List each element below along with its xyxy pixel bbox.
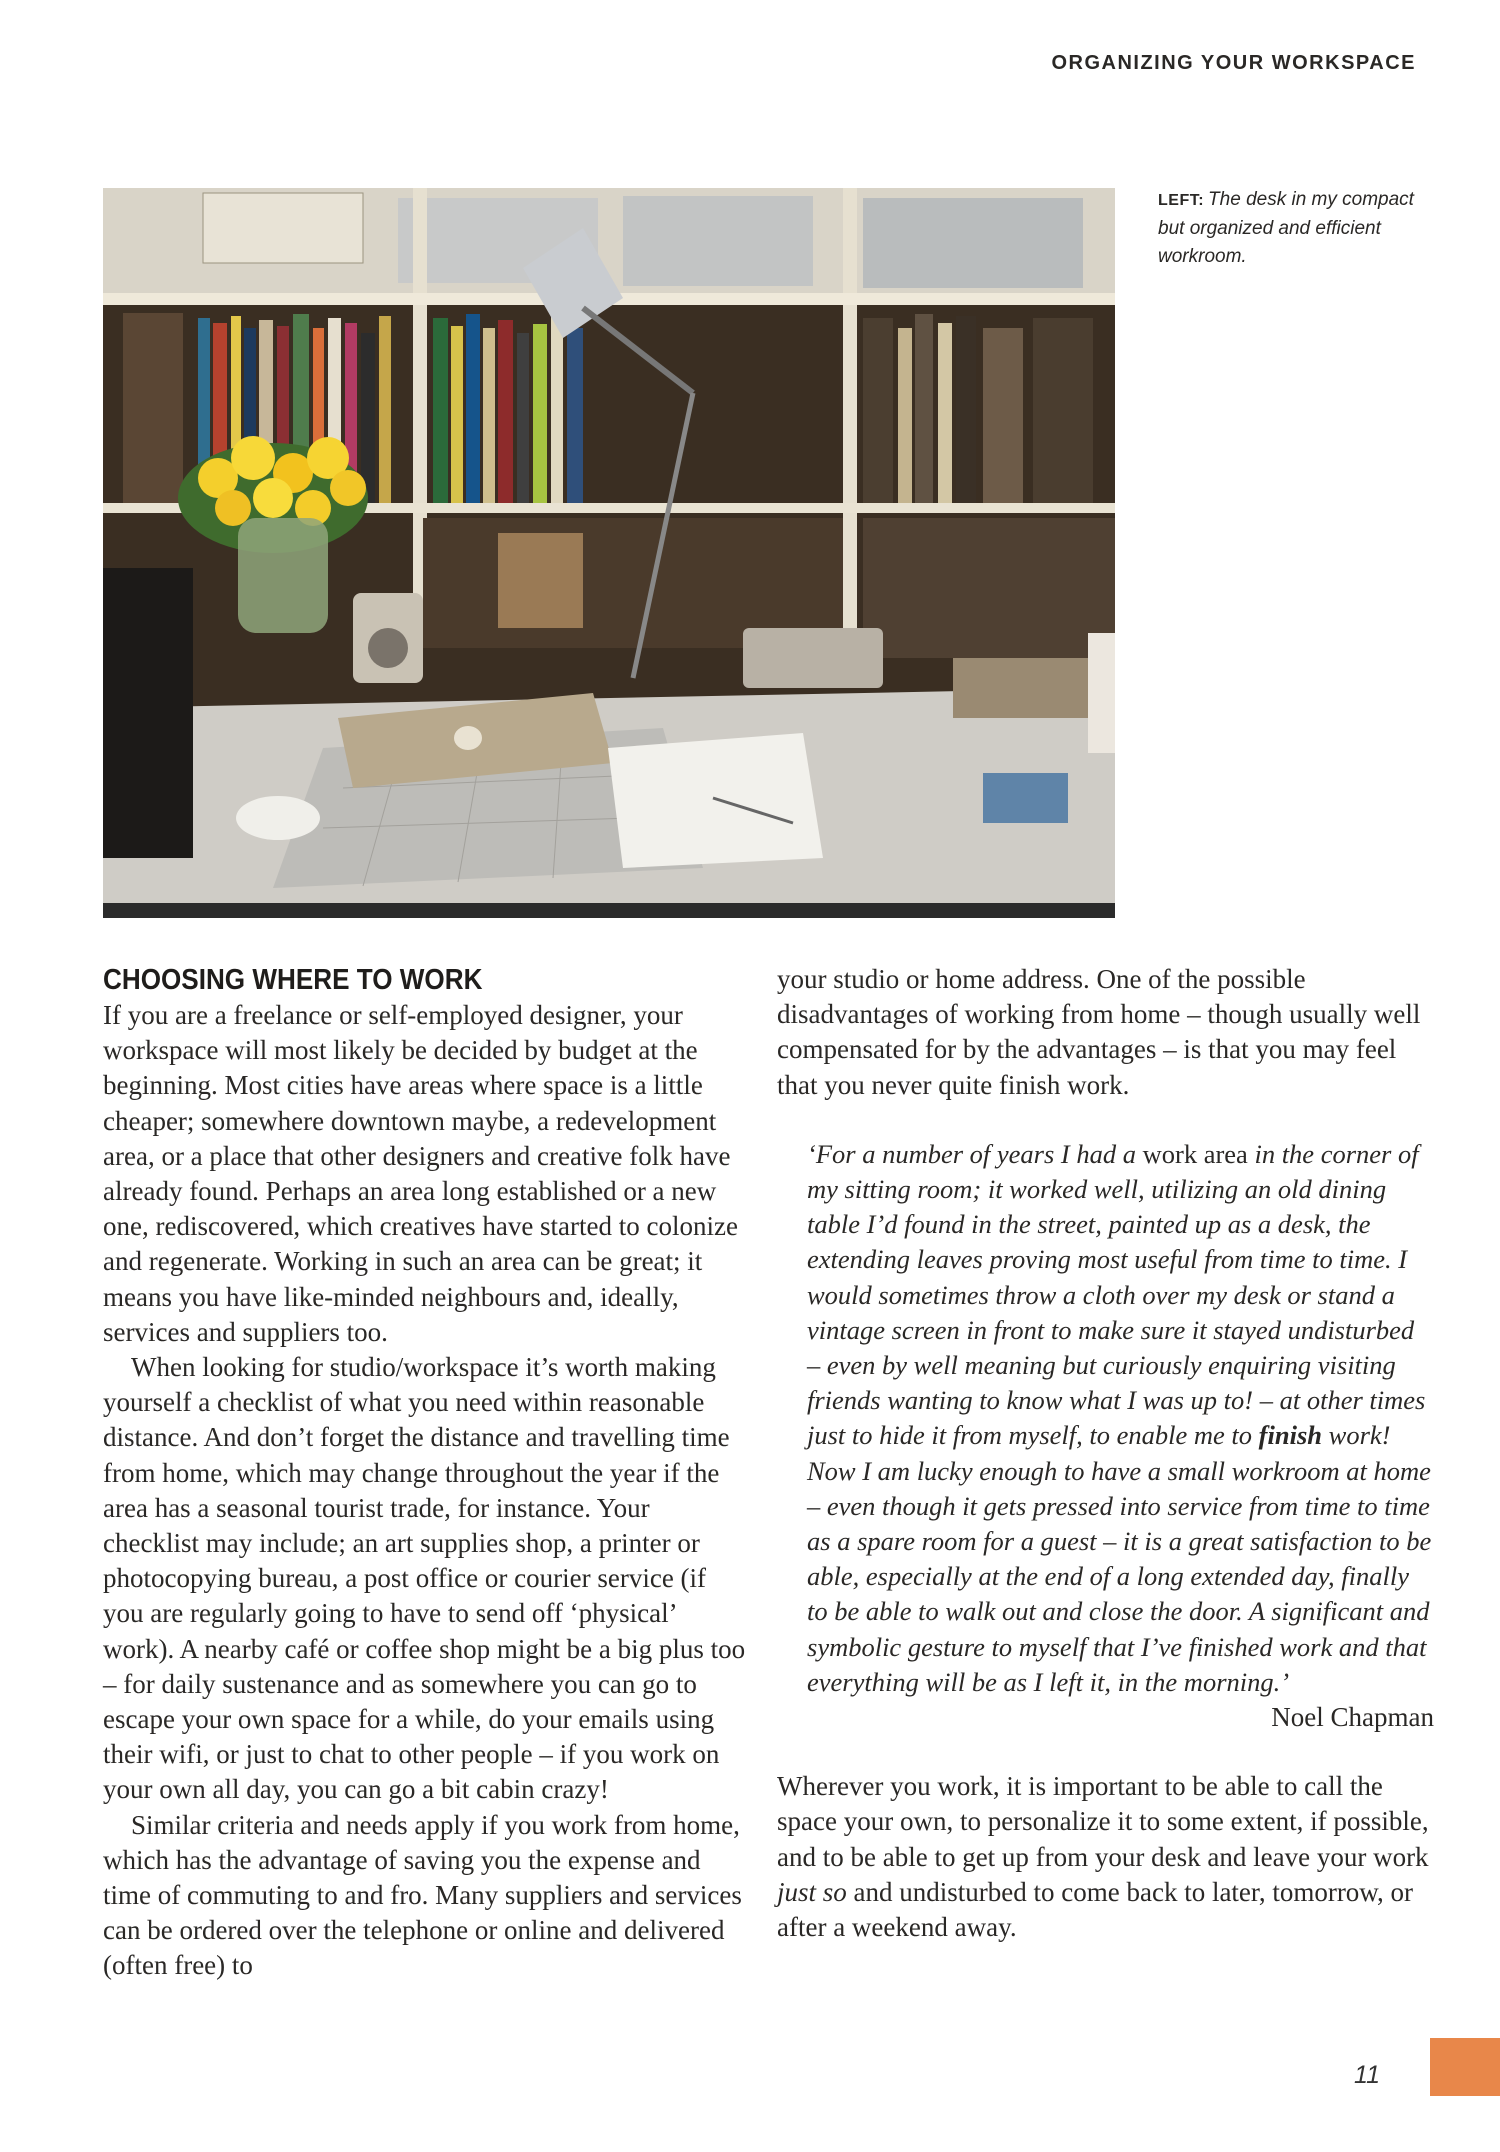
body-paragraph-continuation: your studio or home address. One of the possible disadvantages of working from home – though usually well compensated for by the advantages – is that you may feel that you never quite finish work. [777, 964, 1421, 1100]
quote-roman-text: work area [1142, 1138, 1248, 1169]
page-number: 11 [1354, 2061, 1380, 2089]
photo-caption [1158, 186, 1438, 271]
pull-quote [807, 1137, 1432, 1700]
closing-italic: just so [777, 1876, 847, 1907]
body-paragraph-1: If you are a freelance or self-employed designer, your workspace will most likely be decided by budget at the beginning. Most cities have areas where space is a little cheaper; somewhere downtown maybe, a redevelopment area, or a place that other designers and creative folk have already found. Perhaps an area long established or a new one, rediscovered, which creatives have started to colonize and regenerate. Working in such an area can be great; it means you have like-minded neighbours and, ideally, services and suppliers too. [103, 1000, 738, 1347]
left-column [103, 962, 748, 1984]
right-column [777, 962, 1432, 1945]
section-heading: CHOOSING WHERE TO WORK [103, 964, 483, 996]
quote-attribution: Noel Chapman [1271, 1702, 1434, 1733]
running-head: ORGANIZING YOUR WORKSPACE [1051, 52, 1416, 74]
caption-label: LEFT: [1158, 192, 1205, 209]
body-paragraph-3: Similar criteria and needs apply if you work from home, which has the advantage of saving you the expense and time of commuting to and fro. Many suppliers and services can be ordered over the telephone or online and delivered (often free) to [103, 1809, 742, 1981]
closing-text-1: Wherever you work, it is important to be able to call the space your own, to personalize it to some extent, if possible, and to be able to get up from your desk and leave your work [777, 1771, 1429, 1872]
desk-photo [103, 188, 1115, 918]
quote-bold-word: finish [1258, 1420, 1323, 1451]
caption-text: The desk in my compact but organized and efficient workroom. [1158, 189, 1414, 267]
quote-text-2: in the corner of my sitting room; it worked well, utilizing an old dining table I’d found in the street, painted up as a desk, the extending leaves proving most useful from time to time. I would sometimes throw a cloth over my desk or stand a vintage screen in front to make sure it stayed undisturbed – even by well meaning but curiously enquiring visiting friends wanting to know what I was up to! – at other times just to hide it from myself, to enable me to [807, 1138, 1426, 1451]
page-edge-tab [1430, 2038, 1500, 2096]
quote-text-1: ‘For a number of years I had a [807, 1138, 1143, 1169]
body-paragraph-2: When looking for studio/workspace it’s worth making yourself a checklist of what you need within reasonable distance. And don’t forget the distance and travelling time from home, which may change throughout the year if the area has a seasonal tourist trade, for instance. Your checklist may include; an art supplies shop, a printer or photocopying bureau, a post office or courier service (if you are regularly going to have to send off ‘physical’ work). A nearby café or coffee shop might be a big plus too – for daily sustenance and as somewhere you can go to escape your own space for a while, do your emails using their wifi, or just to chat to other people – if you work on your own all day, you can go a bit cabin crazy! [103, 1352, 746, 1805]
closing-text-2: and undisturbed to come back to later, tomorrow, or after a weekend away. [777, 1876, 1414, 1943]
quote-text-3: work! Now I am lucky enough to have a small workroom at home – even though it gets pressed into service from time to time as a spare room for a guest – it is a great satisfaction to be able, especially at the end of a long extended day, finally to be able to walk out and close the door. A significant and symbolic gesture to myself that I’ve finished work and that everything will be as I left it, in the morning.’ [807, 1420, 1432, 1697]
desk-photo-illustration [103, 188, 1115, 918]
closing-paragraph [777, 1769, 1432, 1945]
